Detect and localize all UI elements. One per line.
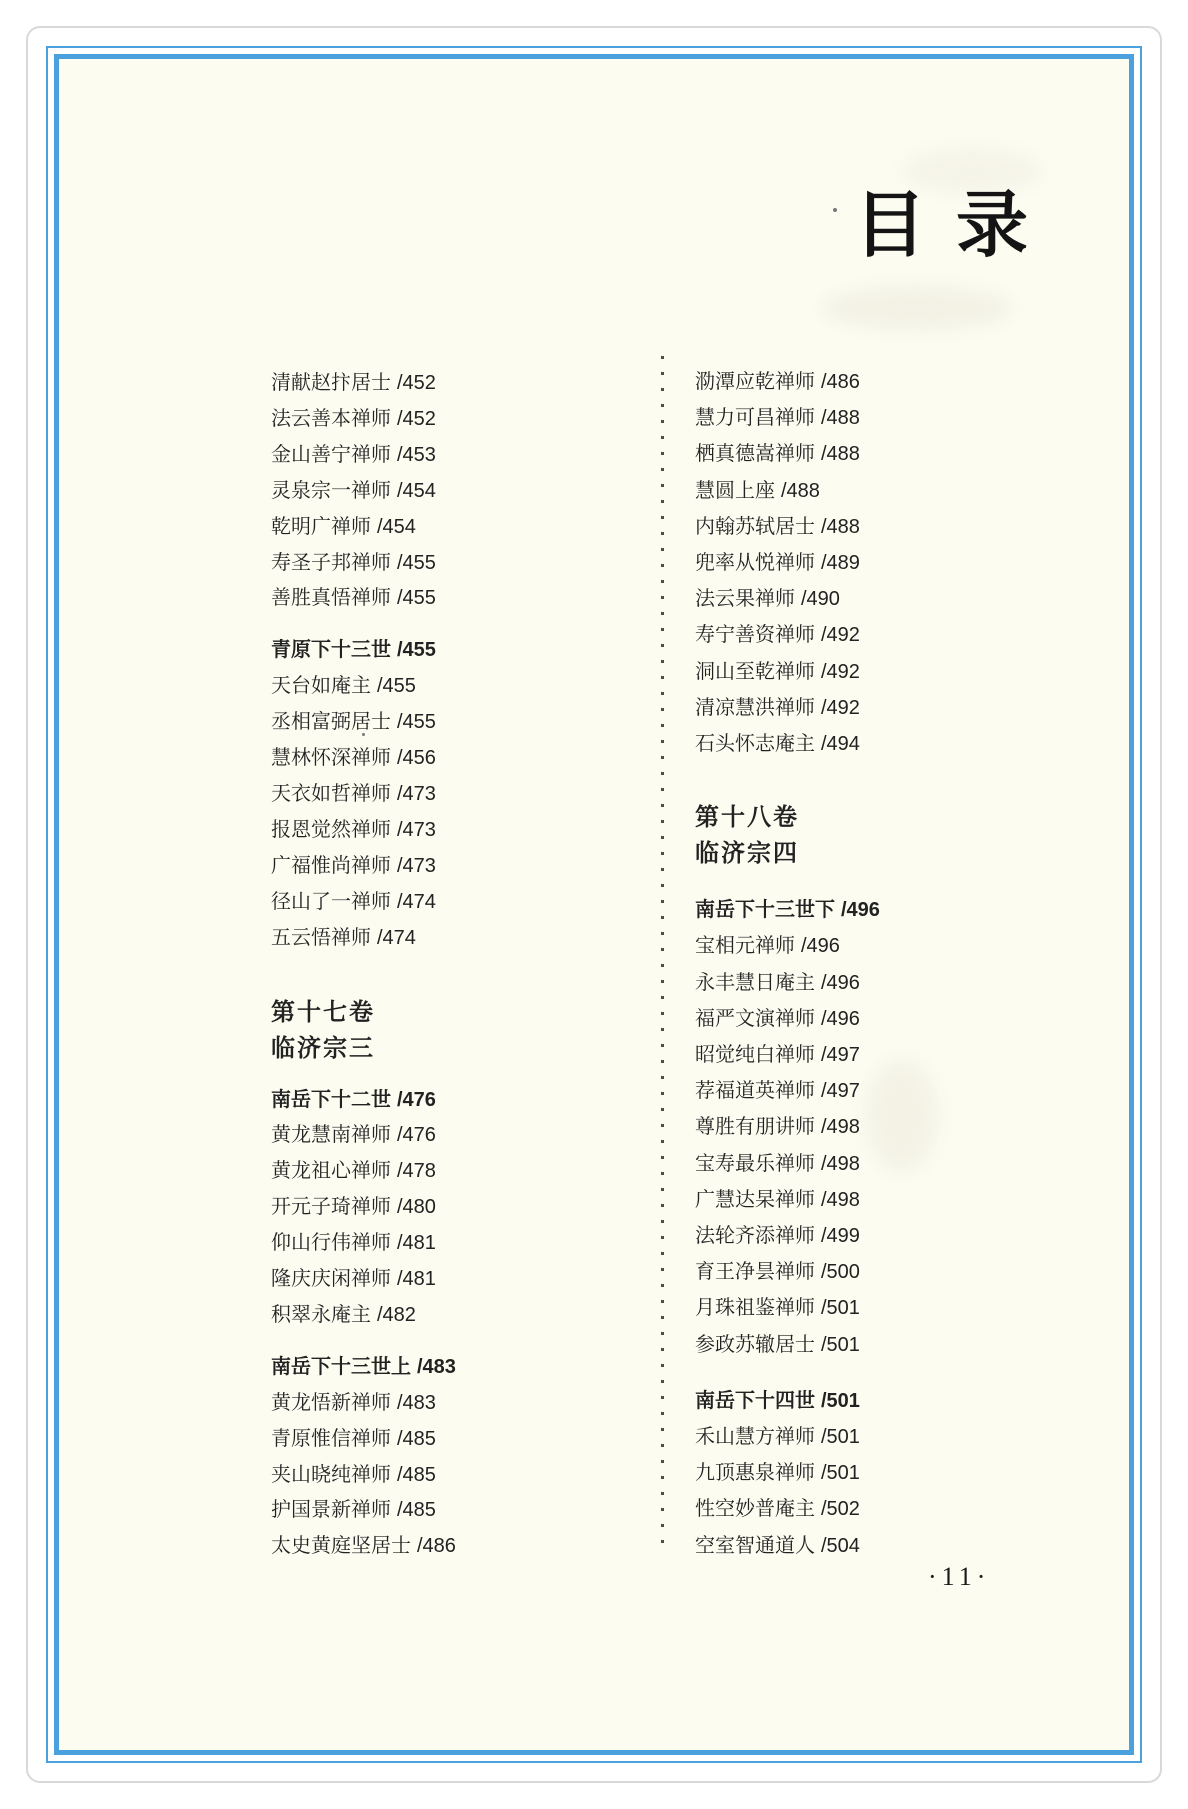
entry-name: 广慧达杲禅师 [695, 1188, 815, 1211]
entry-name: 宝寿最乐禅师 [695, 1152, 815, 1175]
toc-entry [271, 921, 456, 957]
entry-name: 护国景新禅师 [271, 1499, 391, 1522]
toc-entry [271, 474, 456, 510]
toc-entry [271, 581, 456, 617]
entry-page-number: /496 [821, 971, 860, 994]
toc-column-left [271, 366, 456, 1565]
toc-entry [695, 1218, 880, 1254]
entry-name: 九顶惠泉禅师 [695, 1462, 815, 1485]
entry-name: 法云善本禅师 [271, 407, 391, 430]
entry-name: 灵泉宗一禅师 [271, 479, 391, 502]
toc-chapter-heading [695, 800, 880, 836]
toc-entry [271, 1386, 456, 1422]
entry-page-number: /474 [397, 890, 436, 913]
toc-entry [271, 669, 456, 705]
entry-name: 慧林怀深禅师 [271, 747, 391, 770]
entry-page-number: /504 [821, 1534, 860, 1557]
entry-page-number: /454 [397, 479, 436, 502]
toc-chapter-heading [271, 995, 456, 1031]
entry-name: 隆庆庆闲禅师 [271, 1268, 391, 1291]
entry-page-number: /476 [397, 1088, 436, 1111]
toc-entry [271, 1190, 456, 1226]
toc-section-entry [695, 1383, 880, 1419]
entry-name: 青原惟信禅师 [271, 1427, 391, 1450]
entry-name: 南岳下十三世上 [271, 1355, 411, 1378]
toc-entry [695, 364, 880, 400]
entry-name: 尊胜有朋讲师 [695, 1116, 815, 1139]
entry-name: 丞相富弼居士 [271, 711, 391, 734]
entry-name: 法云果禅师 [695, 588, 795, 611]
entry-page-number: /498 [821, 1116, 860, 1139]
entry-page-number: /452 [397, 407, 436, 430]
entry-name: 育王净昙禅师 [695, 1261, 815, 1284]
entry-page-number: /488 [821, 407, 860, 430]
toc-entry [271, 1118, 456, 1154]
entry-name: 性空妙普庵主 [695, 1498, 815, 1521]
entry-name: 金山善宁禅师 [271, 443, 391, 466]
entry-page-number: /498 [821, 1152, 860, 1175]
entry-page-number: /476 [397, 1124, 436, 1147]
toc-entry [695, 928, 880, 964]
entry-name: 法轮齐添禅师 [695, 1225, 815, 1248]
toc-entry [271, 1529, 456, 1565]
entry-name: 积翠永庵主 [271, 1303, 371, 1326]
toc-entry [271, 741, 456, 777]
toc-section-entry [271, 1083, 456, 1119]
toc-column-right [695, 364, 880, 1564]
entry-name: 天衣如哲禅师 [271, 782, 391, 805]
entry-name: 荐福道英禅师 [695, 1080, 815, 1103]
entry-name: 黄龙祖心禅师 [271, 1160, 391, 1183]
entry-page-number: /452 [397, 372, 436, 394]
entry-page-number: /497 [821, 1080, 860, 1103]
entry-name: 石头怀志庵主 [695, 733, 815, 756]
entry-name: 善胜真悟禅师 [271, 587, 391, 610]
toc-entry [695, 1528, 880, 1564]
toc-entry [271, 813, 456, 849]
toc-entry [271, 438, 456, 474]
entry-page-number: /485 [397, 1463, 436, 1486]
entry-name: 栖真德嵩禅师 [695, 443, 815, 466]
entry-page-number: /488 [821, 443, 860, 466]
entry-page-number: /488 [821, 515, 860, 538]
entry-page-number: /478 [397, 1160, 436, 1183]
entry-page-number: /455 [397, 639, 436, 662]
entry-name: 月珠祖鉴禅师 [695, 1297, 815, 1320]
toc-entry [695, 1491, 880, 1527]
toc-chapter-heading [271, 1031, 456, 1067]
column-divider-dotted-line [661, 356, 664, 1556]
entry-page-number: /497 [821, 1044, 860, 1067]
scan-speck [833, 208, 837, 212]
toc-entry [695, 1419, 880, 1455]
entry-page-number: /492 [821, 660, 860, 683]
toc-entry [271, 1298, 456, 1334]
entry-name: 仰山行伟禅师 [271, 1232, 391, 1255]
entry-page-number: /500 [821, 1261, 860, 1284]
toc-entry [271, 777, 456, 813]
entry-name: 寿圣子邦禅师 [271, 551, 391, 574]
entry-page-number: /486 [821, 371, 860, 393]
entry-name: 清凉慧洪禅师 [695, 696, 815, 719]
entry-name: 五云悟禅师 [271, 926, 371, 949]
toc-entry [695, 1327, 880, 1363]
entry-page-number: /474 [377, 926, 416, 949]
entry-name: 径山了一禅师 [271, 890, 391, 913]
entry-name: 洞山至乾禅师 [695, 660, 815, 683]
entry-name: 南岳下十三世下 [695, 899, 835, 922]
toc-entry [695, 1109, 880, 1145]
toc-entry [695, 473, 880, 509]
entry-name: 慧圆上座 [695, 479, 775, 502]
toc-entry [695, 1182, 880, 1218]
entry-name: 开元子琦禅师 [271, 1196, 391, 1219]
toc-entry [695, 1001, 880, 1037]
entry-name: 寿宁善资禅师 [695, 624, 815, 647]
entry-name: 福严文演禅师 [695, 1007, 815, 1030]
entry-page-number: /455 [397, 587, 436, 610]
toc-entry [271, 1422, 456, 1458]
toc-entry [695, 1455, 880, 1491]
toc-entry [695, 509, 880, 545]
toc-entry [695, 436, 880, 472]
toc-entry [695, 400, 880, 436]
entry-name: 清献赵抃居士 [271, 372, 391, 394]
toc-entry [271, 366, 456, 402]
entry-page-number: /473 [397, 854, 436, 877]
entry-page-number: /481 [397, 1268, 436, 1291]
entry-name: 第十八卷 [695, 804, 799, 832]
toc-entry [271, 1262, 456, 1298]
toc-entry [695, 1037, 880, 1073]
entry-name: 报恩觉然禅师 [271, 818, 391, 841]
toc-entry [271, 510, 456, 546]
entry-name: 临济宗三 [271, 1034, 375, 1062]
entry-page-number: /485 [397, 1427, 436, 1450]
page-number: ·11· [928, 1562, 991, 1591]
toc-entry [271, 546, 456, 582]
entry-page-number: /496 [841, 899, 880, 922]
toc-entry [695, 545, 880, 581]
toc-section-entry [271, 1350, 456, 1386]
entry-page-number: /496 [801, 935, 840, 958]
entry-page-number: /499 [821, 1225, 860, 1248]
toc-entry [695, 1254, 880, 1290]
entry-page-number: /473 [397, 818, 436, 841]
entry-name: 宝相元禅师 [695, 935, 795, 958]
toc-entry [271, 705, 456, 741]
entry-name: 太史黄庭坚居士 [271, 1535, 411, 1558]
toc-entry [695, 965, 880, 1001]
toc-entry [695, 581, 880, 617]
entry-page-number: /483 [417, 1355, 456, 1378]
entry-name: 天台如庵主 [271, 675, 371, 698]
toc-entry [695, 617, 880, 653]
entry-page-number: /486 [417, 1535, 456, 1558]
toc-entry [271, 402, 456, 438]
entry-page-number: /501 [821, 1426, 860, 1449]
entry-page-number: /483 [397, 1391, 436, 1414]
entry-page-number: /456 [397, 747, 436, 770]
entry-page-number: /481 [397, 1232, 436, 1255]
entry-page-number: /454 [377, 515, 416, 538]
toc-section-entry [695, 892, 880, 928]
entry-name: 临济宗四 [695, 840, 799, 868]
toc-entry [695, 654, 880, 690]
entry-name: 第十七卷 [271, 998, 375, 1026]
toc-chapter-heading [695, 836, 880, 872]
entry-page-number: /502 [821, 1498, 860, 1521]
entry-name: 内翰苏轼居士 [695, 515, 815, 538]
entry-page-number: /492 [821, 624, 860, 647]
entry-name: 兜率从悦禅师 [695, 552, 815, 575]
entry-page-number: /480 [397, 1196, 436, 1219]
entry-page-number: /473 [397, 782, 436, 805]
entry-name: 黄龙悟新禅师 [271, 1391, 391, 1414]
page-title: 目录 [854, 186, 1059, 266]
entry-page-number: /498 [821, 1188, 860, 1211]
toc-entry [695, 726, 880, 762]
entry-page-number: /501 [821, 1462, 860, 1485]
entry-page-number: /455 [397, 551, 436, 574]
entry-name: 南岳下十二世 [271, 1088, 391, 1111]
toc-entry [271, 1226, 456, 1262]
toc-entry [271, 849, 456, 885]
entry-name: 乾明广禅师 [271, 515, 371, 538]
entry-page-number: /455 [377, 675, 416, 698]
toc-entry [695, 690, 880, 726]
entry-name: 昭觉纯白禅师 [695, 1044, 815, 1067]
toc-entry [695, 1146, 880, 1182]
entry-name: 南岳下十四世 [695, 1389, 815, 1412]
toc-entry [271, 1154, 456, 1190]
entry-name: 空室智通道人 [695, 1534, 815, 1557]
entry-name: 慧力可昌禅师 [695, 407, 815, 430]
scan-artifact [822, 286, 1012, 330]
entry-page-number: /490 [801, 588, 840, 611]
entry-page-number: /455 [397, 711, 436, 734]
entry-page-number: /492 [821, 696, 860, 719]
toc-entry [271, 1458, 456, 1494]
entry-page-number: /489 [821, 552, 860, 575]
entry-page-number: /453 [397, 443, 436, 466]
entry-page-number: /485 [397, 1499, 436, 1522]
toc-entry [271, 1493, 456, 1529]
toc-entry [695, 1073, 880, 1109]
entry-name: 夹山晓纯禅师 [271, 1463, 391, 1486]
toc-entry [695, 1290, 880, 1326]
entry-name: 永丰慧日庵主 [695, 971, 815, 994]
entry-page-number: /488 [781, 479, 820, 502]
entry-name: 青原下十三世 [271, 639, 391, 662]
entry-page-number: /501 [821, 1389, 860, 1412]
entry-page-number: /494 [821, 733, 860, 756]
entry-name: 泐潭应乾禅师 [695, 371, 815, 393]
entry-name: 广福惟尚禅师 [271, 854, 391, 877]
entry-page-number: /501 [821, 1333, 860, 1356]
entry-page-number: /496 [821, 1007, 860, 1030]
entry-name: 禾山慧方禅师 [695, 1426, 815, 1449]
entry-name: 参政苏辙居士 [695, 1333, 815, 1356]
toc-entry [271, 885, 456, 921]
entry-page-number: /482 [377, 1303, 416, 1326]
entry-name: 黄龙慧南禅师 [271, 1124, 391, 1147]
toc-section-entry [271, 633, 456, 669]
entry-page-number: /501 [821, 1297, 860, 1320]
